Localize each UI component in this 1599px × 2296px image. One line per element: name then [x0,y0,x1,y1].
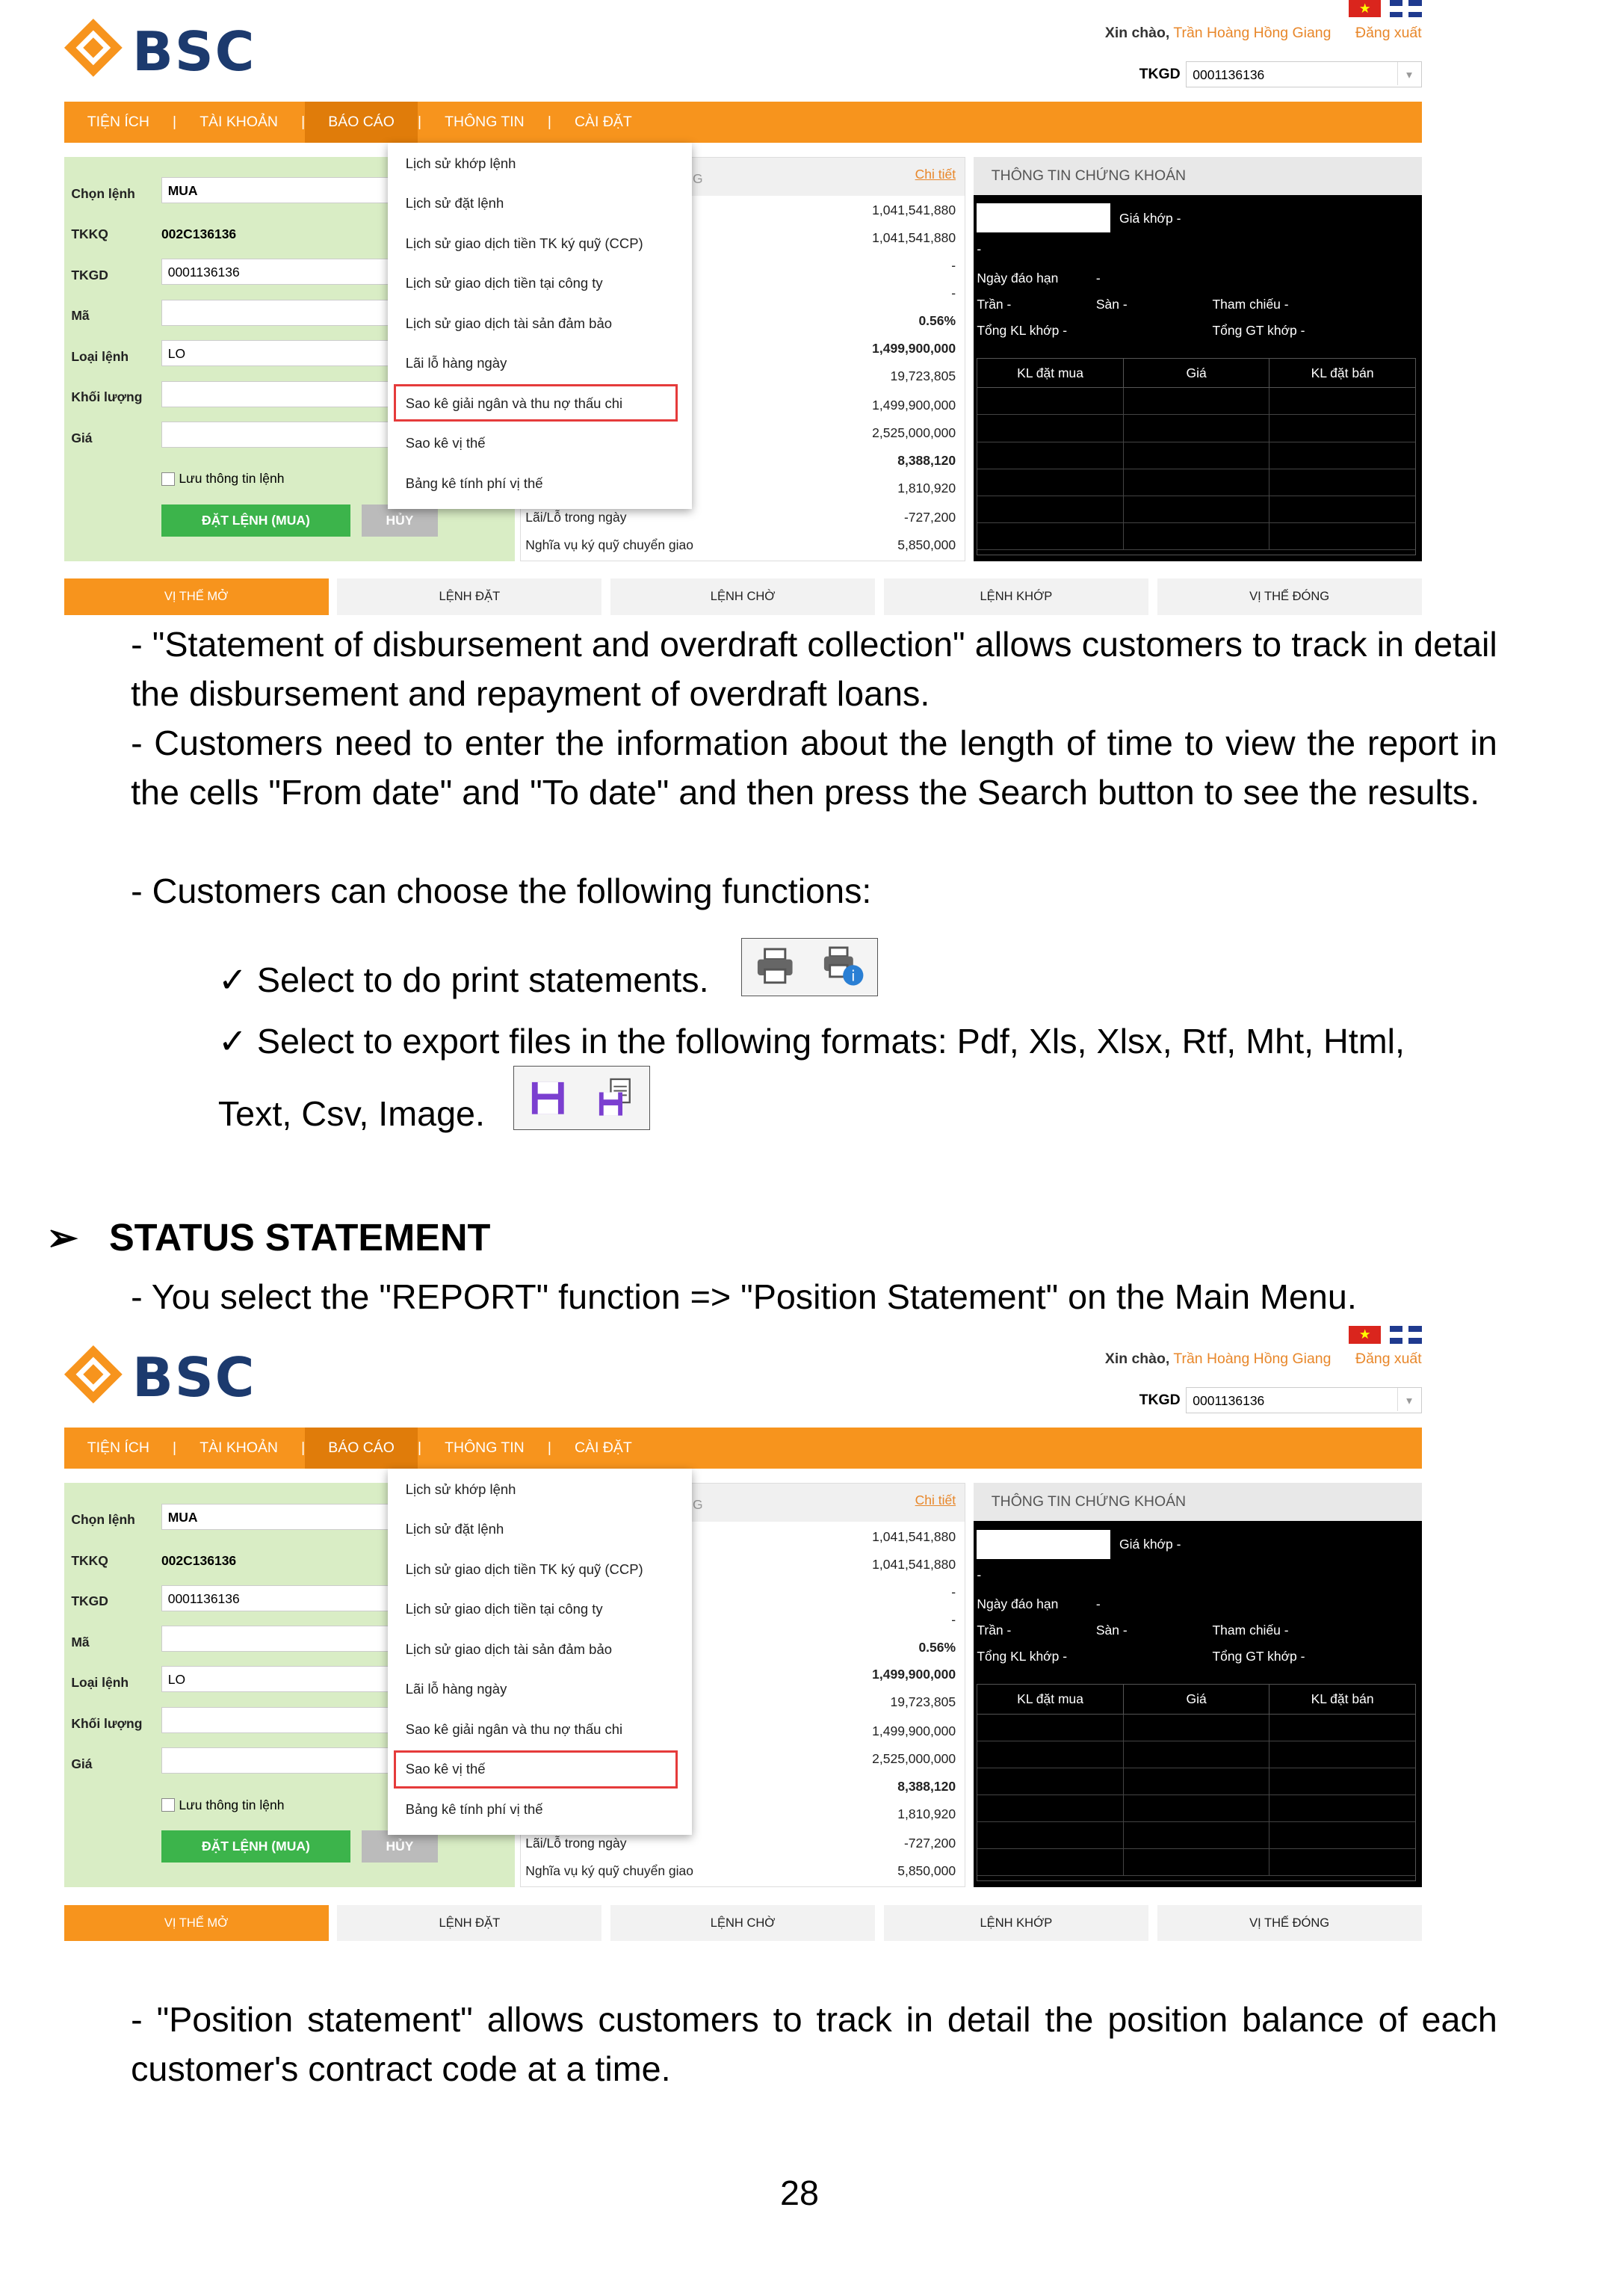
menu-thong-tin[interactable]: THÔNG TIN [445,114,525,131]
screenshot-disbursement-statement [55,0,1448,623]
cancel-button[interactable]: HỦY [362,504,437,537]
tkgd-label-form: TKGD [71,267,108,283]
report-menu-item[interactable]: Lịch sử giao dịch tiền TK ký quỹ (CCP) [405,1561,643,1578]
ngay-dao-han-value: - [1095,1596,1101,1612]
save-order-checkbox[interactable] [161,1797,285,1813]
symbol-field[interactable] [977,1530,1110,1559]
greeting-text: Xin chào, [1104,25,1170,42]
grid-header: KL đặt mua [977,359,1124,388]
summary-value: -727,200 [903,509,956,525]
bottom-tabs [64,578,1422,615]
menu-tien-ich[interactable]: TIỆN ÍCH [87,1439,149,1457]
pnl-label: Lãi/Lỗ trong ngày [525,509,627,525]
gia-label: Giá [71,430,93,445]
highlight-box [394,384,677,422]
ngay-dao-han: Ngày đáo hạn [977,270,1059,286]
report-menu-item[interactable]: Bảng kê tính phí vị thế [405,475,543,492]
menu-cai-dat[interactable]: CÀI ĐẶT [575,1439,632,1457]
screenshot-position-statement [55,1326,1448,1948]
main-menu: TIỆN ÍCH | TÀI KHOẢN | BÁO CÁO | THÔNG TIN | CÀI ĐẶT [64,102,1422,142]
detail-link[interactable]: Chi tiết [915,1493,956,1508]
report-menu-item[interactable]: Lịch sử giao dịch tiền tại công ty [405,1600,603,1617]
ngay-dao-han-value: - [1095,270,1101,286]
dash: - [977,1567,982,1583]
san: Sàn - [1095,296,1128,312]
tkgd-label: TKGD [1139,65,1181,82]
tkgd-selector [1139,1387,1422,1413]
tab-lenh-khop[interactable]: LỆNH KHỚP [884,1905,1148,1942]
bsc-diamond-icon [63,1344,124,1405]
pnl-label: Lãi/Lỗ trong ngày [525,1836,627,1851]
summary-value: 8,388,120 [897,453,956,469]
menu-tien-ich[interactable]: TIỆN ÍCH [87,114,149,131]
tab-vi-the-dong[interactable]: VỊ THẾ ĐÓNG [1157,578,1422,615]
summary-value: 1,499,900,000 [872,398,956,413]
menu-tai-khoan[interactable]: TÀI KHOẢN [200,114,278,131]
report-menu-item[interactable]: Lãi lỗ hàng ngày [405,354,507,371]
checkbox-icon[interactable] [161,472,175,486]
report-menu-item[interactable]: Lịch sử giao dịch tài sản đảm bảo [405,315,612,332]
summary-value: 1,041,541,880 [872,1528,956,1544]
heading-text: STATUS STATEMENT [108,1216,491,1259]
summary-value: 1,499,900,000 [872,1667,956,1682]
print-icons [741,938,878,996]
main-menu: TIỆN ÍCH | TÀI KHOẢN | BÁO CÁO | THÔNG TIN | CÀI ĐẶT [64,1428,1422,1468]
loai-lenh-label: Loại lệnh [71,1675,129,1691]
grid-header: KL đặt bán [1311,365,1374,380]
summary-value: 1,041,541,880 [872,230,956,246]
summary-value: 2,525,000,000 [872,1751,956,1767]
summary-value: 1,499,900,000 [872,1723,956,1739]
tong-kl-khop: Tổng KL khớp - [977,1649,1068,1664]
menu-tai-khoan[interactable]: TÀI KHOẢN [200,1439,278,1457]
tab-lenh-khop[interactable]: LỆNH KHỚP [884,578,1148,615]
summary-value: 8,388,120 [897,1779,956,1794]
tab-lenh-dat[interactable]: LỆNH ĐẶT [337,578,601,615]
summary-value: 19,723,805 [890,1694,956,1710]
grid-header: Giá [1124,359,1270,388]
bullet-export-cont: Text, Csv, Image. [217,1093,485,1133]
paragraph-functions: - Customers can choose the following functions: [131,871,872,911]
chon-lenh-select[interactable]: MUA [161,177,409,203]
svg-text:i: i [850,968,856,986]
tkkq-value: 002C136136 [161,226,237,242]
tkgd-label-form: TKGD [71,1593,108,1609]
checkbox-icon[interactable] [161,1798,175,1812]
khoi-luong-label: Khối lượng [71,1715,143,1731]
tkgd-select[interactable]: 0001136136 ▾ [1186,1387,1421,1413]
greeting-text: Xin chào, [1104,1351,1170,1368]
security-info-panel [974,1483,1421,1887]
chon-lenh-label: Chọn lệnh [71,186,135,201]
margin-label: Nghĩa vụ ký quỹ chuyển giao [525,537,694,552]
summary-value: 5,850,000 [897,537,956,552]
summary-value: 1,041,541,880 [872,1556,956,1572]
printer-icon[interactable] [755,948,795,986]
report-dropdown-menu [388,143,692,509]
tham-chieu: Tham chiếu - [1212,296,1289,312]
report-menu-item[interactable]: Lịch sử đặt lệnh [405,1520,504,1537]
summary-value: - [951,286,956,301]
report-menu-item[interactable]: Lãi lỗ hàng ngày [405,1680,507,1697]
tham-chieu: Tham chiếu - [1212,1623,1289,1638]
summary-value: -727,200 [903,1836,956,1851]
logout-link[interactable]: Đăng xuất [1355,1351,1422,1368]
report-menu-item-position[interactable]: Sao kê vị thế [405,434,486,451]
tran: Trần - [977,296,1012,312]
report-menu-item[interactable]: Lịch sử giao dịch tài sản đảm bảo [405,1641,612,1658]
section-heading [46,1215,490,1259]
loai-lenh-label: Loại lệnh [71,348,129,364]
khoi-luong-field[interactable] [161,381,409,407]
tkkq-label: TKKQ [71,226,108,242]
tab-lenh-dat[interactable]: LỆNH ĐẶT [337,1905,601,1942]
uk-flag-icon[interactable] [1390,1326,1422,1343]
menu-bao-cao[interactable]: BÁO CÁO [305,102,418,142]
tkgd-selector [1139,61,1422,87]
grid-header: KL đặt bán [1311,1691,1374,1706]
grid-row [977,442,1415,469]
place-buy-order-button[interactable]: ĐẶT LỆNH (MUA) [161,1830,350,1863]
tong-kl-khop: Tổng KL khớp - [977,322,1068,338]
export-icons [513,1066,650,1130]
report-menu-item[interactable]: Bảng kê tính phí vị thế [405,1801,543,1818]
grid-row [977,469,1415,496]
bullet-print: ✓ Select to do print statements. [217,960,709,999]
menu-thong-tin[interactable]: THÔNG TIN [445,1439,525,1457]
margin-label: Nghĩa vụ ký quỹ chuyển giao [525,1863,694,1879]
grid-row [977,415,1415,442]
ma-label: Mã [71,308,90,324]
print-preview-icon[interactable] [821,946,865,987]
security-info-title: THÔNG TIN CHỨNG KHOÁN [974,157,1421,195]
greeting [1105,1351,1422,1368]
grid-row [977,1795,1415,1822]
heading-bullet: ➢ [46,1216,78,1259]
menu-cai-dat[interactable]: CÀI ĐẶT [575,114,632,131]
ma-field[interactable] [161,1626,409,1652]
menu-bao-cao[interactable]: BÁO CÁO [305,1428,418,1468]
gia-field[interactable] [161,422,409,448]
security-info-panel [974,157,1421,561]
bsc-diamond-icon [63,17,124,78]
logo-text: BSC [132,20,256,84]
loai-lenh-field[interactable]: LO [161,340,409,366]
ma-label: Mã [71,1634,90,1650]
tong-gt-khop: Tổng GT khớp - [1212,1649,1305,1664]
place-buy-order-button[interactable]: ĐẶT LỆNH (MUA) [161,504,350,537]
report-menu-item[interactable]: Lịch sử giao dịch tiền TK ký quỹ (CCP) [405,235,643,252]
grid-row [977,1741,1415,1768]
chon-lenh-label: Chọn lệnh [71,1512,135,1528]
summary-value: - [951,1584,956,1599]
summary-value: 5,850,000 [897,1863,956,1879]
symbol-field[interactable] [977,203,1110,232]
tkgd-field[interactable]: 0001136136 [161,259,409,285]
report-menu-item-disbursement[interactable]: Sao kê giải ngân và thu nợ thấu chi [405,1721,623,1738]
summary-value: 0.56% [918,313,956,329]
language-flags [1349,0,1421,17]
report-menu-item[interactable]: Lịch sử khớp lệnh [405,1481,516,1498]
save-order-label: Lưu thông tin lệnh [179,1797,285,1812]
tkgd-field[interactable]: 0001136136 [161,1585,409,1611]
bullet-export: ✓ Select to export files in the following formats: Pdf, Xls, Xlsx, Rtf, Mht, Html, [217,1021,1405,1061]
save-order-label: Lưu thông tin lệnh [179,471,285,487]
report-menu-item-position[interactable]: Sao kê vị thế [405,1760,486,1777]
order-book-grid [977,1684,1416,1882]
tab-vi-the-dong[interactable]: VỊ THẾ ĐÓNG [1157,1905,1422,1942]
vietnam-flag-icon[interactable]: ★ [1349,0,1381,17]
security-info-title: THÔNG TIN CHỨNG KHOÁN [974,1483,1421,1521]
user-name: Trần Hoàng Hồng Giang [1173,1351,1332,1368]
grid-row [977,1768,1415,1795]
paragraph-report-function: - You select the "REPORT" function => "Position Statement" on the Main Menu. [131,1277,1357,1317]
summary-value: 19,723,805 [890,368,956,384]
uk-flag-icon[interactable] [1390,0,1422,17]
grid-row [977,1849,1415,1876]
header-fragment: G [693,1496,703,1512]
gia-field[interactable] [161,1747,409,1774]
gia-khop: Giá khớp - [1119,211,1181,226]
ngay-dao-han: Ngày đáo hạn [977,1596,1059,1612]
report-menu-item[interactable]: Lịch sử khớp lệnh [405,155,516,172]
export-icon[interactable] [596,1078,634,1118]
tkkq-label: TKKQ [71,1552,108,1568]
tkgd-select[interactable]: 0001136136 ▾ [1186,61,1421,87]
greeting [1105,25,1422,42]
highlight-box [394,1750,677,1789]
grid-row [977,1715,1415,1741]
khoi-luong-field[interactable] [161,1707,409,1733]
tran: Trần - [977,1623,1012,1638]
tab-lenh-cho[interactable]: LỆNH CHỜ [610,1905,875,1942]
report-menu-item[interactable]: Lịch sử giao dịch tiền tại công ty [405,274,603,291]
paragraph-from-to-date: - Customers need to enter the information about the length of time to view the report in the cells "From date" and "To date" and then press the Search button to see the results. [131,723,1497,812]
grid-header: Giá [1124,1685,1270,1714]
loai-lenh-field[interactable]: LO [161,1666,409,1692]
report-menu-item-disbursement[interactable]: Sao kê giải ngân và thu nợ thấu chi [405,395,623,412]
summary-value: 1,499,900,000 [872,341,956,357]
bottom-tabs [64,1905,1422,1942]
header-fragment: G [693,170,703,186]
summary-value: 1,810,920 [897,480,956,496]
user-name: Trần Hoàng Hồng Giang [1173,25,1332,42]
tong-gt-khop: Tổng GT khớp - [1212,322,1305,338]
page-number: 28 [780,2173,819,2212]
order-book-grid [977,358,1416,556]
khoi-luong-label: Khối lượng [71,389,143,405]
gia-khop: Giá khớp - [1119,1537,1181,1552]
san: Sàn - [1095,1623,1128,1638]
detail-link[interactable]: Chi tiết [915,166,956,182]
bsc-logo [63,17,295,84]
gia-label: Giá [71,1756,93,1772]
grid-row [977,1822,1415,1849]
ma-field[interactable] [161,300,409,326]
tkgd-label: TKGD [1139,1391,1181,1408]
paragraph-disbursement: - "Statement of disbursement and overdraft collection" allows customers to track in detail the disbursement and repayment of overdraft loans. [131,624,1497,713]
tab-vi-the-mo[interactable]: VỊ THẾ MỞ [64,1905,329,1942]
summary-value: 1,810,920 [897,1806,956,1822]
summary-value: - [951,258,956,274]
summary-value: 0.56% [918,1639,956,1655]
tab-lenh-cho[interactable]: LỆNH CHỜ [610,578,875,615]
vietnam-flag-icon[interactable]: ★ [1349,1326,1381,1343]
summary-value: - [951,1611,956,1627]
chon-lenh-select[interactable]: MUA [161,1504,409,1530]
cancel-button[interactable]: HỦY [362,1830,437,1863]
summary-value: 1,041,541,880 [872,203,956,218]
logout-link[interactable]: Đăng xuất [1355,25,1422,42]
report-menu-item[interactable]: Lịch sử đặt lệnh [405,194,504,211]
summary-value: 2,525,000,000 [872,425,956,441]
tkkq-value: 002C136136 [161,1552,237,1568]
save-order-checkbox[interactable] [161,471,285,487]
grid-row [977,496,1415,523]
save-icon[interactable] [529,1079,567,1117]
grid-row [977,523,1415,550]
logo-text: BSC [132,1346,256,1410]
tab-vi-the-mo[interactable]: VỊ THẾ MỞ [64,578,329,615]
grid-row [977,388,1415,415]
language-flags [1349,1326,1421,1343]
paragraph-position-statement: - "Position statement" allows customers to track in detail the position balance of each customer's contract code at a time. [131,2000,1497,2089]
bsc-logo [63,1344,295,1410]
dash: - [977,241,982,256]
grid-header: KL đặt mua [977,1685,1124,1714]
